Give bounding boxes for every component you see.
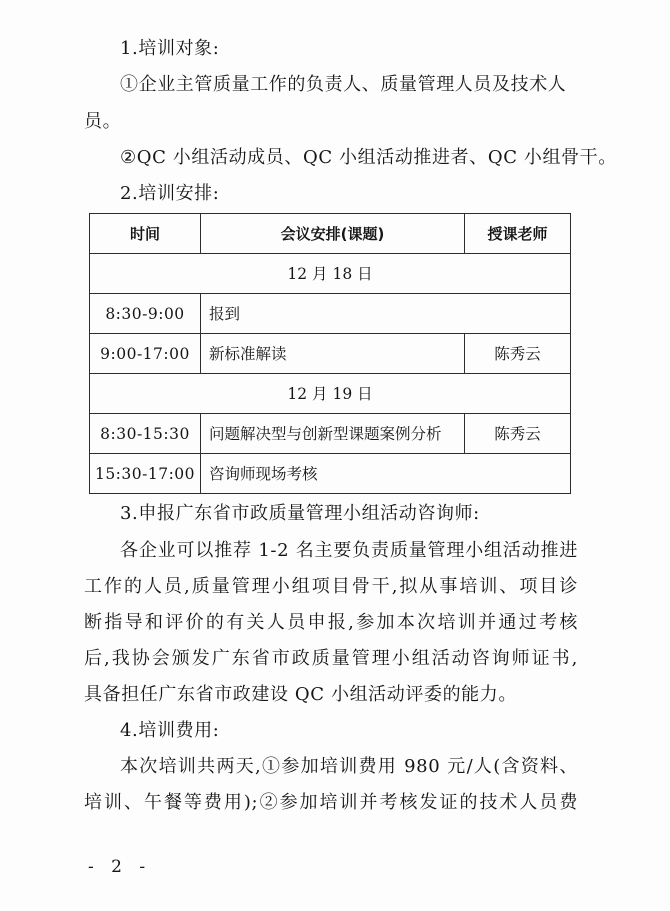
row-time: 15:30-17:00 <box>90 454 201 494</box>
section4-heading: 4.培训费用: <box>120 720 220 741</box>
day-label-1: 12 月 18 日 <box>90 254 571 294</box>
row-topic: 新标准解读 <box>201 334 465 374</box>
section1-item1-line1: ①企业主管质量工作的负责人、质量管理人员及技术人 <box>120 74 567 95</box>
header-teacher: 授课老师 <box>465 214 571 254</box>
day-row <box>90 254 571 294</box>
section1-heading: 1.培训对象: <box>120 38 220 59</box>
section1-item1-line2: 员。 <box>84 111 122 132</box>
row-topic: 咨询师现场考核 <box>201 454 571 494</box>
row-time: 9:00-17:00 <box>90 334 201 374</box>
row-topic: 报到 <box>201 294 571 334</box>
table-row <box>90 294 571 334</box>
section1-item2: ②QC 小组活动成员、QC 小组活动推进者、QC 小组骨干。 <box>120 147 617 168</box>
table-row <box>90 334 571 374</box>
header-time: 时间 <box>90 214 201 254</box>
page-number: - 2 - <box>88 857 152 877</box>
table-row <box>90 414 571 454</box>
row-time: 8:30-9:00 <box>90 294 201 334</box>
table-row <box>90 454 571 494</box>
table-header-row <box>90 214 571 254</box>
section3-paragraph-line4: 后,我协会颁发广东省市政质量管理小组活动咨询师证书, <box>84 648 578 669</box>
day-row <box>90 374 571 414</box>
row-teacher: 陈秀云 <box>465 334 571 374</box>
section3-paragraph-line3: 断指导和评价的有关人员申报,参加本次培训并通过考核 <box>84 612 578 633</box>
row-topic: 问题解决型与创新型课题案例分析 <box>201 414 465 454</box>
header-agenda: 会议安排(课题) <box>201 214 465 254</box>
section2-heading: 2.培训安排: <box>120 183 220 204</box>
schedule-table <box>89 213 571 494</box>
section3-paragraph-line5: 具备担任广东省市政建设 QC 小组活动评委的能力。 <box>84 684 517 705</box>
section3-heading: 3.申报广东省市政质量管理小组活动咨询师: <box>120 503 480 524</box>
row-teacher: 陈秀云 <box>465 414 571 454</box>
section4-paragraph-line2: 培训、午餐等费用);②参加培训并考核发证的技术人员费 <box>84 792 578 813</box>
day-label-2: 12 月 19 日 <box>90 374 571 414</box>
row-time: 8:30-15:30 <box>90 414 201 454</box>
section4-paragraph-line1: 本次培训共两天,①参加培训费用 980 元/人(含资料、 <box>120 756 578 777</box>
section3-paragraph-line1: 各企业可以推荐 1-2 名主要负责质量管理小组活动推进 <box>120 540 578 561</box>
section3-paragraph-line2: 工作的人员,质量管理小组项目骨干,拟从事培训、项目诊 <box>84 576 578 597</box>
